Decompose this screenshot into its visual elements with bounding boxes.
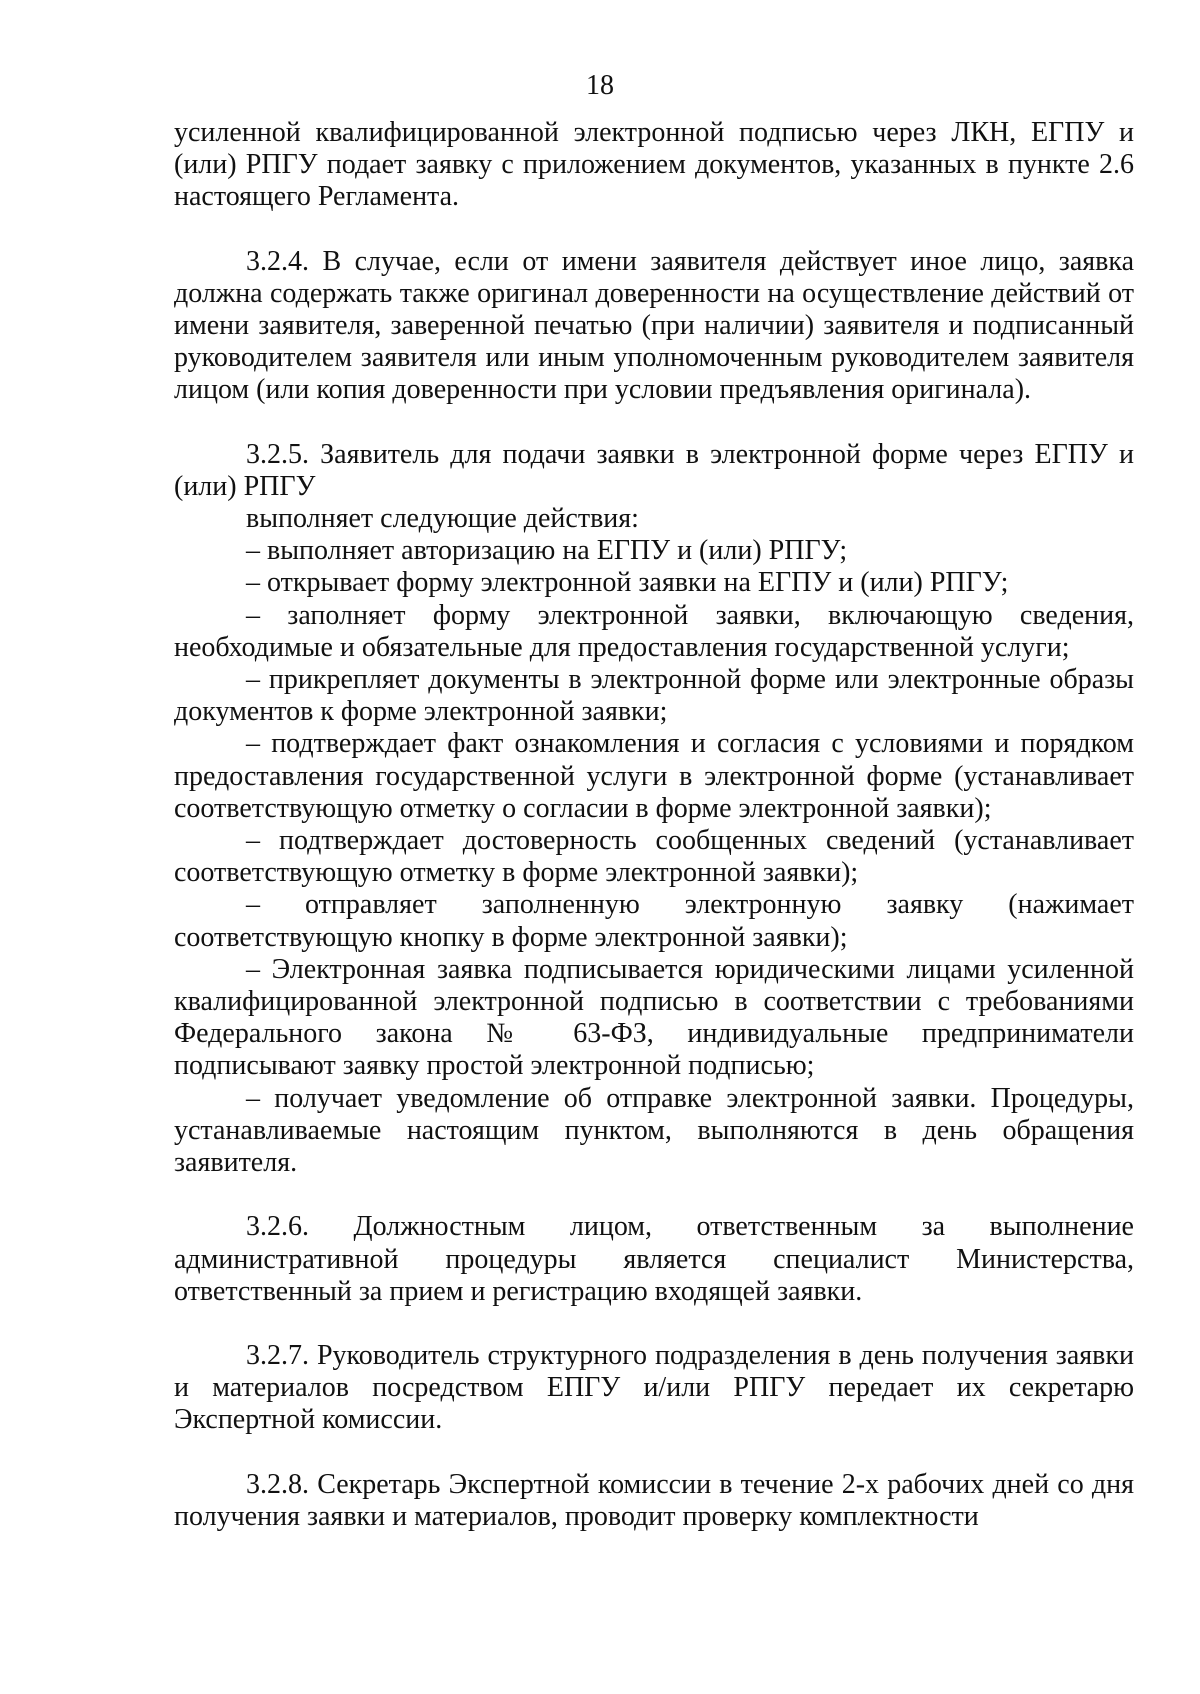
list-item-confirm-accuracy: – подтверждает достоверность сообщенных сведений (устанавливает соответствующую отметку в форме электронной заявки);	[174, 825, 1134, 889]
paragraph-3-2-8: 3.2.8. Секретарь Экспертной комиссии в течение 2-х рабочих дней со дня получения заявки и материалов, проводит проверку комплектности	[174, 1468, 1134, 1532]
list-item-receive-notification: – получает уведомление об отправке электронной заявки. Процедуры, устанавливаемые настоящим пунктом, выполняются в день обращения заявителя.	[174, 1082, 1134, 1179]
list-item-attach-documents: – прикрепляет документы в электронной форме или электронные образы документов к форме электронной заявки;	[174, 664, 1134, 728]
list-item-authorization: – выполняет авторизацию на ЕГПУ и (или) РПГУ;	[246, 535, 848, 567]
document-body	[174, 117, 1134, 1533]
list-item-fill-form: – заполняет форму электронной заявки, включающую сведения, необходимые и обязательные для предоставления государственной услуги;	[174, 599, 1134, 663]
list-item-confirm-consent: – подтверждает факт ознакомления и согласия с условиями и порядком предоставления государственной услуги в электронной форме (устанавливает соответствующую отметку о согласии в форме электронной заявки);	[174, 728, 1134, 824]
list-item-electronic-signature: – Электронная заявка подписывается юридическими лицами усиленной квалифицированной электронной подписью в соответствии с требованиями Федерального закона № 63-ФЗ, индивидуальные предприниматели подписывают заявку простой электронной подписью;	[174, 953, 1134, 1082]
paragraph-3-2-5: 3.2.5. Заявитель для подачи заявки в электронной форме через ЕГПУ и (или) РПГУ	[174, 438, 1134, 502]
paragraph-3-2-5-lead: выполняет следующие действия:	[246, 503, 639, 535]
paragraph-3-2-7: 3.2.7. Руководитель структурного подразделения в день получения заявки и материалов посредством ЕПГУ и/или РПГУ передает их секретарю Экспертной комиссии.	[174, 1339, 1134, 1436]
paragraph-3-2-6: 3.2.6. Должностным лицом, ответственным за выполнение административной процедуры является специалист Министерства, ответственный за прием и регистрацию входящей заявки.	[174, 1211, 1134, 1307]
paragraph-3-2-4: 3.2.4. В случае, если от имени заявителя действует иное лицо, заявка должна содержать также оригинал доверенности на осуществление действий от имени заявителя, заверенной печатью (при наличии) заявителя и подписанный руководителем заявителя или иным уполномоченным руководителем заявителя лицом (или копия доверенности при условии предъявления оригинала).	[174, 245, 1134, 406]
list-item-send-application: – отправляет заполненную электронную заявку (нажимает соответствующую кнопку в форме электронной заявки);	[174, 889, 1134, 953]
page-number: 18	[586, 70, 614, 101]
list-item-open-form: – открывает форму электронной заявки на ЕГПУ и (или) РПГУ;	[246, 567, 1009, 599]
paragraph-continuation: усиленной квалифицированной электронной подписью через ЛКН, ЕГПУ и (или) РПГУ подает заявку с приложением документов, указанных в пункте 2.6 настоящего Регламента.	[174, 117, 1134, 213]
